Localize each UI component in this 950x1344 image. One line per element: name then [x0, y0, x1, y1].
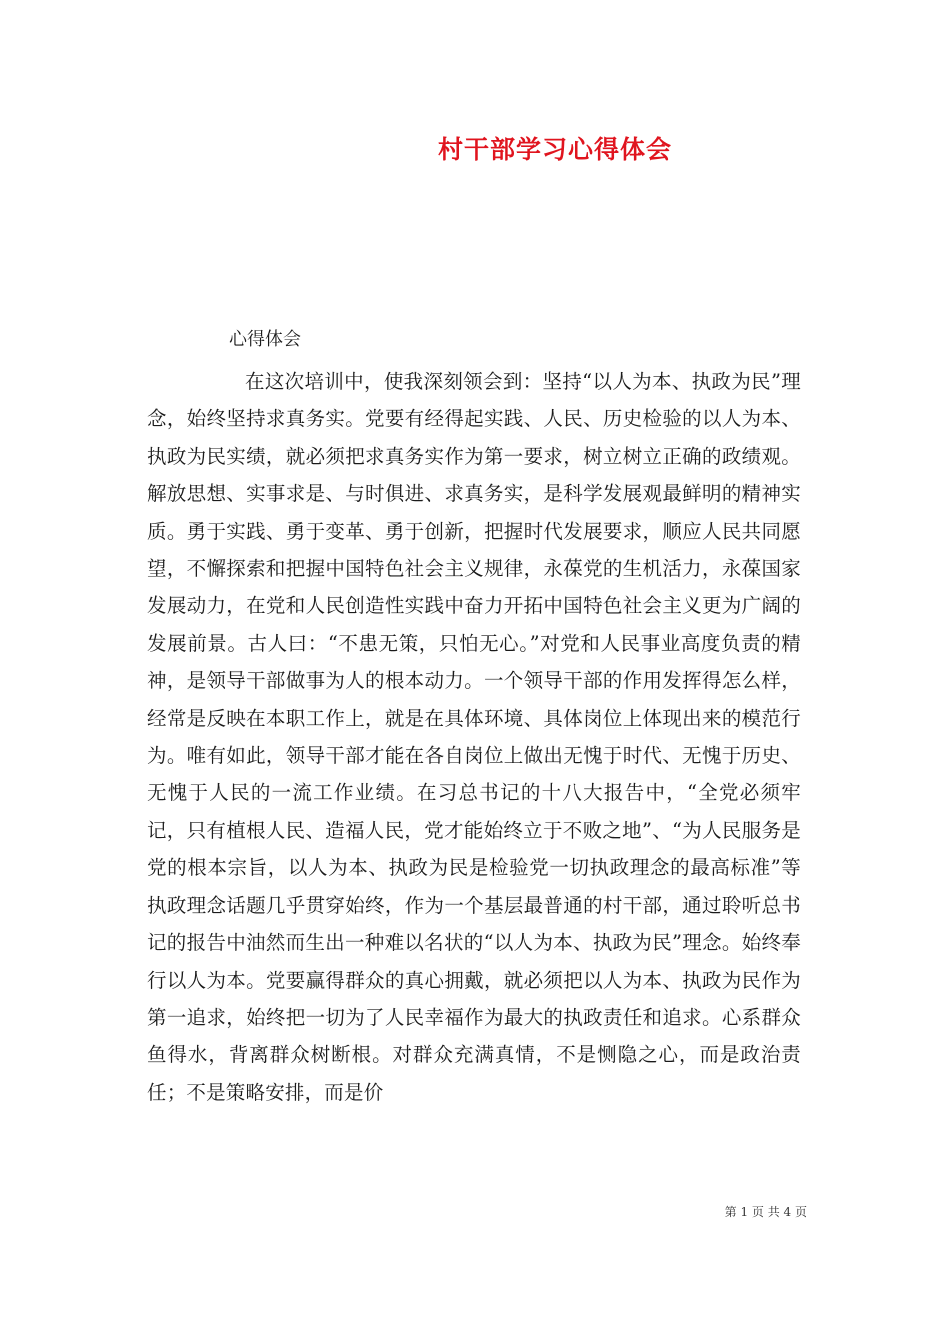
page-number: 第 1 页 共 4 页 — [724, 1205, 807, 1219]
page-title: 村干部学习心得体会 — [437, 135, 672, 164]
body-paragraph: 在这次培训中，使我深刻领会到：坚持“以人为本、执政为民”理念，始终坚持求真务实。党要有经得起实践、人民、历史检验的以人为本、执政为民实绩，就必须把求真务实作为第一要求，树立树立正确的政绩观。解放思想、实事求是、与时俱进、求真务实，是科学发展观最鲜明的精神实质。勇于实践、勇于变革、勇于创新，把握时代发展要求，顺应人民共同愿望，不懈探索和把握中国特色社会主义规律，永葆党的生机活力，永葆国家发展动力，在党和人民创造性实践中奋力开拓中国特色社会主义更为广阔的发展前景。古人曰：“不患无策，只怕无心。”对党和人民事业高度负责的精神，是领导干部做事为人的根本动力。一个领导干部的作用发挥得怎么样，经常是反映在本职工作上，就是在具体环境、具体岗位上体现出来的模范行为。唯有如此，领导干部才能在各自岗位上做出无愧于时代、无愧于历史、无愧于人民的一流工作业绩。在习总书记的十八大报告中，“全党必须牢记，只有植根人民、造福人民，党才能始终立于不败之地”、“为人民服务是党的根本宗旨，以人为本、执政为民是检验党一切执政理念的最高标准”等执政理念话题几乎贯穿始终，作为一个基层最普通的村干部，通过聆听总书记的报告中油然而生出一种难以名状的“以人为本、执政为民”理念。始终奉行以人为本。党要赢得群众的真心拥戴，就必须把以人为本、执政为民作为第一追求，始终把一切为了人民幸福作为最大的执政责任和追求。心系群众鱼得水，背离群众树断根。对群众充满真情，不是恻隐之心，而是政治责任；不是策略安排，而是价 — [147, 370, 801, 1104]
section-label: 心得体会 — [229, 329, 301, 350]
